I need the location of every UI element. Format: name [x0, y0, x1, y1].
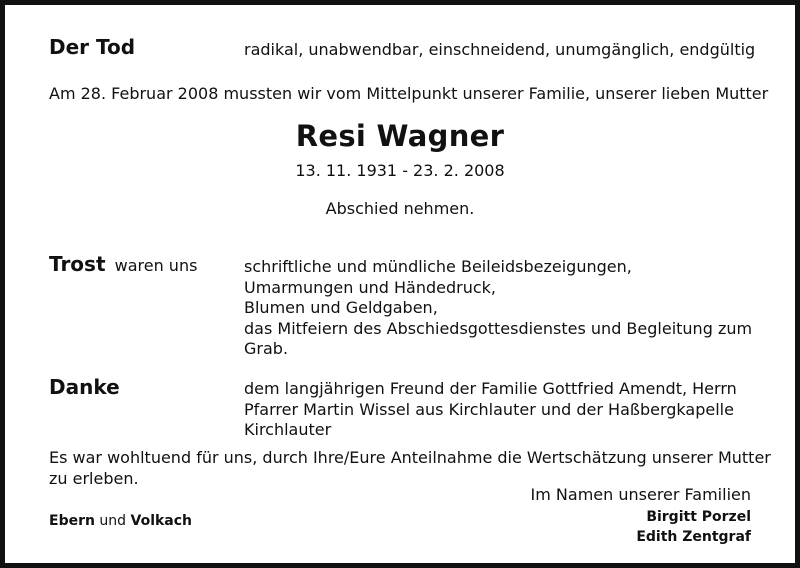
trost-heading	[49, 252, 197, 276]
intro-text: Am 28. Februar 2008 mussten wir vom Mittelpunkt unserer Familie, unserer lieben Mutter	[49, 84, 769, 103]
closing-text	[49, 448, 771, 489]
on-behalf-text: Im Namen unserer Familien	[530, 485, 751, 504]
deceased-name: Resi Wagner	[295, 119, 505, 153]
place-first: Ebern	[49, 513, 95, 529]
signatory-name: Edith Zentgraf	[636, 529, 751, 545]
closing-line: Es war wohltuend für uns, durch Ihre/Eure Anteilnahme die Wertschätzung unserer Mutter	[49, 448, 771, 467]
danke-line: Kirchlauter	[244, 420, 332, 439]
trost-list	[244, 257, 752, 360]
place-second: Volkach	[130, 513, 193, 529]
places-line	[49, 513, 192, 529]
place-conjunction: und	[99, 513, 127, 529]
danke-line: Pfarrer Martin Wissel aus Kirchlauter und der Haßbergkapelle	[244, 399, 734, 419]
trost-suffix: waren uns	[114, 256, 198, 275]
trost-line: schriftliche und mündliche Beileidsbezeigungen,	[244, 257, 632, 276]
danke-label: Danke	[49, 375, 120, 399]
trost-line: Blumen und Geldgaben,	[244, 298, 438, 317]
deceased-dates: 13. 11. 1931 - 23. 2. 2008	[295, 161, 505, 180]
signatory-name: Birgitt Porzel	[646, 509, 751, 525]
danke-text	[244, 379, 737, 441]
closing-line: zu erleben.	[49, 468, 139, 488]
trost-line: Grab.	[244, 339, 289, 358]
danke-line: dem langjährigen Freund der Familie Gottfried Amendt, Herrn	[244, 379, 737, 398]
farewell-text: Abschied nehmen.	[325, 199, 475, 218]
trost-label: Trost	[49, 252, 106, 276]
heading-adjectives: radikal, unabwendbar, einschneidend, unumgänglich, endgültig	[244, 40, 756, 59]
trost-line: Umarmungen und Händedruck,	[244, 277, 497, 297]
trost-line: das Mitfeiern des Abschiedsgottesdienstes und Begleitung zum	[244, 318, 753, 338]
heading-label: Der Tod	[49, 35, 136, 59]
